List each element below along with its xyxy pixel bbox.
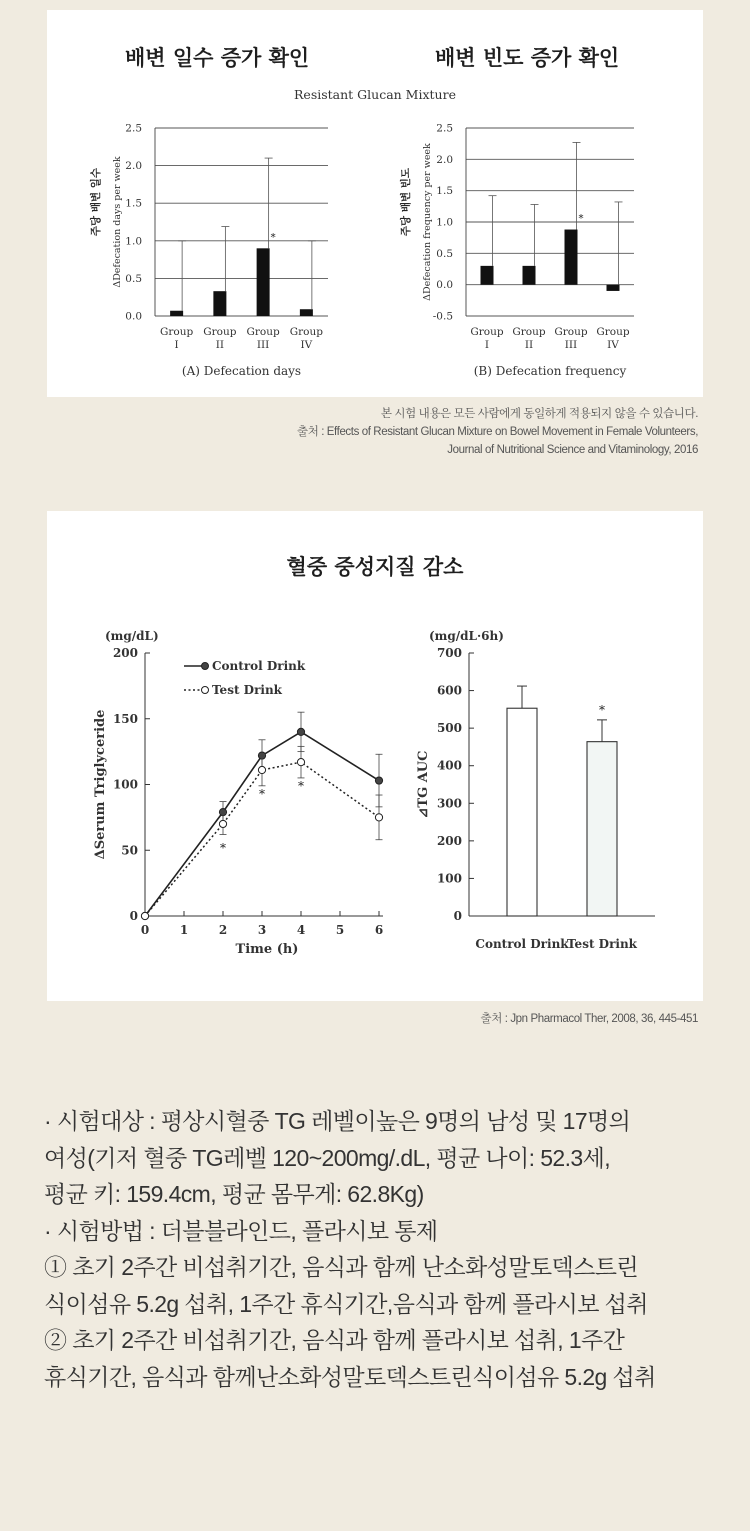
legend-test-label: Test Drink	[212, 683, 282, 697]
bar	[300, 309, 313, 316]
source-citation-2: 출처 : Jpn Pharmacol Ther, 2008, 36, 445-451	[480, 1013, 698, 1025]
y-tick-label: 0.5	[125, 272, 142, 285]
y-tick-label: 300	[436, 796, 462, 811]
defecation-charts-svg	[47, 10, 703, 397]
bar	[213, 291, 226, 316]
defecation-frequency-title: 배변 빈도 증가 확인	[435, 46, 620, 70]
x-axis-label: Time (h)	[235, 942, 299, 957]
body-line: 식이섬유 5.2g 섭취, 1주간 휴식기간,음식과 함께 플라시보 섭취	[44, 1290, 648, 1317]
defecation-chart-panel	[47, 10, 703, 397]
unit-label: (mg/dL)	[105, 629, 159, 643]
x-tick-label: 1	[179, 923, 189, 937]
y-tick-label: 100	[436, 871, 462, 886]
test-drink-point	[297, 759, 304, 766]
x-tick-label: Group	[470, 326, 504, 338]
source-journal: Journal of Nutritional Science and Vitaminology, 2016	[447, 444, 698, 456]
body-line: · 시험대상 : 평상시혈중 TG 레벨이높은 9명의 남성 및 17명의	[44, 1108, 631, 1134]
y-tick-label: 2.5	[125, 122, 142, 135]
significance-mark: *	[578, 213, 584, 225]
bar	[523, 266, 536, 285]
y-tick-label: 0	[129, 909, 138, 923]
x-tick-label: 3	[257, 923, 267, 937]
y-tick-label: 500	[436, 721, 462, 736]
y-tick-label: 200	[112, 646, 138, 660]
y-axis-label-korean: 주당 배변 빈도	[400, 167, 412, 237]
x-tick-label: Group	[203, 326, 237, 338]
source-note-1	[297, 405, 698, 459]
x-tick-label: 6	[374, 923, 384, 937]
significance-mark: *	[270, 232, 276, 244]
y-axis-label: ΔSerum Triglyceride	[93, 709, 108, 860]
y-tick-label: 150	[112, 711, 138, 726]
x-tick-label: 4	[296, 923, 306, 937]
y-tick-label: 0.5	[436, 247, 453, 260]
y-tick-label: 0.0	[125, 310, 142, 323]
x-axis-caption: (A) Defecation days	[181, 364, 302, 378]
significance-mark: *	[259, 787, 265, 802]
x-tick-label: IV	[607, 339, 619, 351]
test-drink-point	[141, 912, 148, 919]
x-axis-caption: (B) Defecation frequency	[473, 364, 627, 378]
x-tick-label: 5	[335, 923, 345, 937]
x-tick-label: Control Drink	[475, 937, 569, 951]
x-tick-label: 0	[140, 923, 150, 937]
body-line: · 시험방법 : 더블블라인드, 플라시보 통제	[44, 1217, 438, 1244]
significance-mark: *	[599, 702, 605, 717]
y-axis-label: ⊿TG AUC	[416, 750, 431, 819]
source-citation: 출처 : Effects of Resistant Glucan Mixture on Bowel Movement in Female Volunteers,	[296, 426, 698, 438]
body-line: ① 초기 2주간 비섭취기간, 음식과 함께 난소화성말토덱스트린	[44, 1254, 638, 1280]
y-tick-label: 50	[121, 843, 138, 858]
x-tick-label: Group	[512, 326, 546, 338]
x-tick-label: Group	[160, 326, 194, 338]
y-tick-label: 1.0	[436, 216, 453, 229]
bar	[507, 708, 537, 916]
x-tick-label: II	[215, 339, 225, 351]
y-tick-label: 0	[453, 909, 462, 923]
y-tick-label: 2.0	[436, 153, 453, 166]
x-tick-label: IV	[300, 339, 313, 351]
y-tick-label: 0.0	[436, 279, 453, 292]
y-tick-label: 2.5	[436, 122, 453, 135]
legend-control-marker	[202, 663, 209, 670]
bar	[587, 742, 617, 916]
body-line: 휴식기간, 음식과 함께난소화성말토덱스트린식이섬유 5.2g 섭취	[44, 1363, 656, 1390]
defecation-days-title: 배변 일수 증가 확인	[125, 46, 310, 70]
x-tick-label: I	[484, 339, 490, 351]
triglyceride-charts-svg	[47, 511, 703, 1001]
control-drink-point	[375, 777, 382, 784]
significance-mark: *	[298, 779, 304, 794]
legend-test-marker	[202, 687, 209, 694]
unit-label: (mg/dL·6h)	[429, 629, 504, 643]
y-tick-label: 1.5	[436, 185, 453, 198]
x-tick-label: II	[524, 339, 534, 351]
y-tick-label: 400	[436, 758, 462, 773]
x-tick-label: Group	[596, 326, 630, 338]
bar	[481, 266, 494, 285]
x-tick-label: I	[174, 339, 179, 351]
test-drink-point	[258, 766, 265, 773]
legend-control-label: Control Drink	[212, 659, 306, 673]
significance-mark: *	[220, 840, 226, 855]
y-axis-label: ΔDefecation frequency per week	[422, 143, 433, 301]
y-tick-label: 600	[436, 683, 462, 698]
body-line: 평균 키: 159.4cm, 평균 몸무게: 62.8Kg)	[44, 1181, 424, 1207]
y-axis-label: ΔDefecation days per week	[112, 156, 123, 288]
bar	[607, 285, 620, 291]
bar	[257, 248, 270, 316]
x-tick-label: III	[564, 339, 578, 351]
y-tick-label: 1.0	[125, 235, 142, 248]
study-description	[44, 1103, 724, 1395]
y-tick-label: -0.5	[432, 310, 453, 323]
x-tick-label: Group	[246, 326, 280, 338]
y-axis-label-korean: 주당 배변 일수	[90, 167, 102, 237]
control-drink-point	[297, 728, 304, 735]
test-drink-point	[375, 814, 382, 821]
x-tick-label: 2	[218, 923, 228, 937]
chart-subtitle: Resistant Glucan Mixture	[294, 87, 456, 102]
x-tick-label: Group	[289, 326, 323, 338]
y-tick-label: 700	[436, 646, 462, 660]
x-tick-label: Test Drink	[567, 937, 637, 951]
body-line: ② 초기 2주간 비섭취기간, 음식과 함께 플라시보 섭취, 1주간	[44, 1327, 625, 1353]
bar	[565, 230, 578, 285]
source-note-2	[481, 1010, 698, 1028]
body-line: 여성(기저 혈중 TG레벨 120~200mg/.dL, 평균 나이: 52.3세,	[44, 1144, 611, 1171]
y-tick-label: 2.0	[125, 160, 142, 173]
y-tick-label: 100	[112, 777, 138, 792]
x-tick-label: Group	[554, 326, 588, 338]
y-tick-label: 1.5	[125, 197, 142, 210]
test-drink-point	[219, 820, 226, 827]
triglyceride-title: 혈중 중성지질 감소	[286, 555, 464, 579]
bar	[170, 311, 183, 316]
y-tick-label: 200	[436, 833, 462, 848]
disclaimer-text: 본 시험 내용은 모든 사람에게 동일하게 적용되지 않을 수 있습니다.	[380, 408, 698, 420]
triglyceride-chart-panel	[47, 511, 703, 1001]
x-tick-label: III	[256, 339, 270, 351]
